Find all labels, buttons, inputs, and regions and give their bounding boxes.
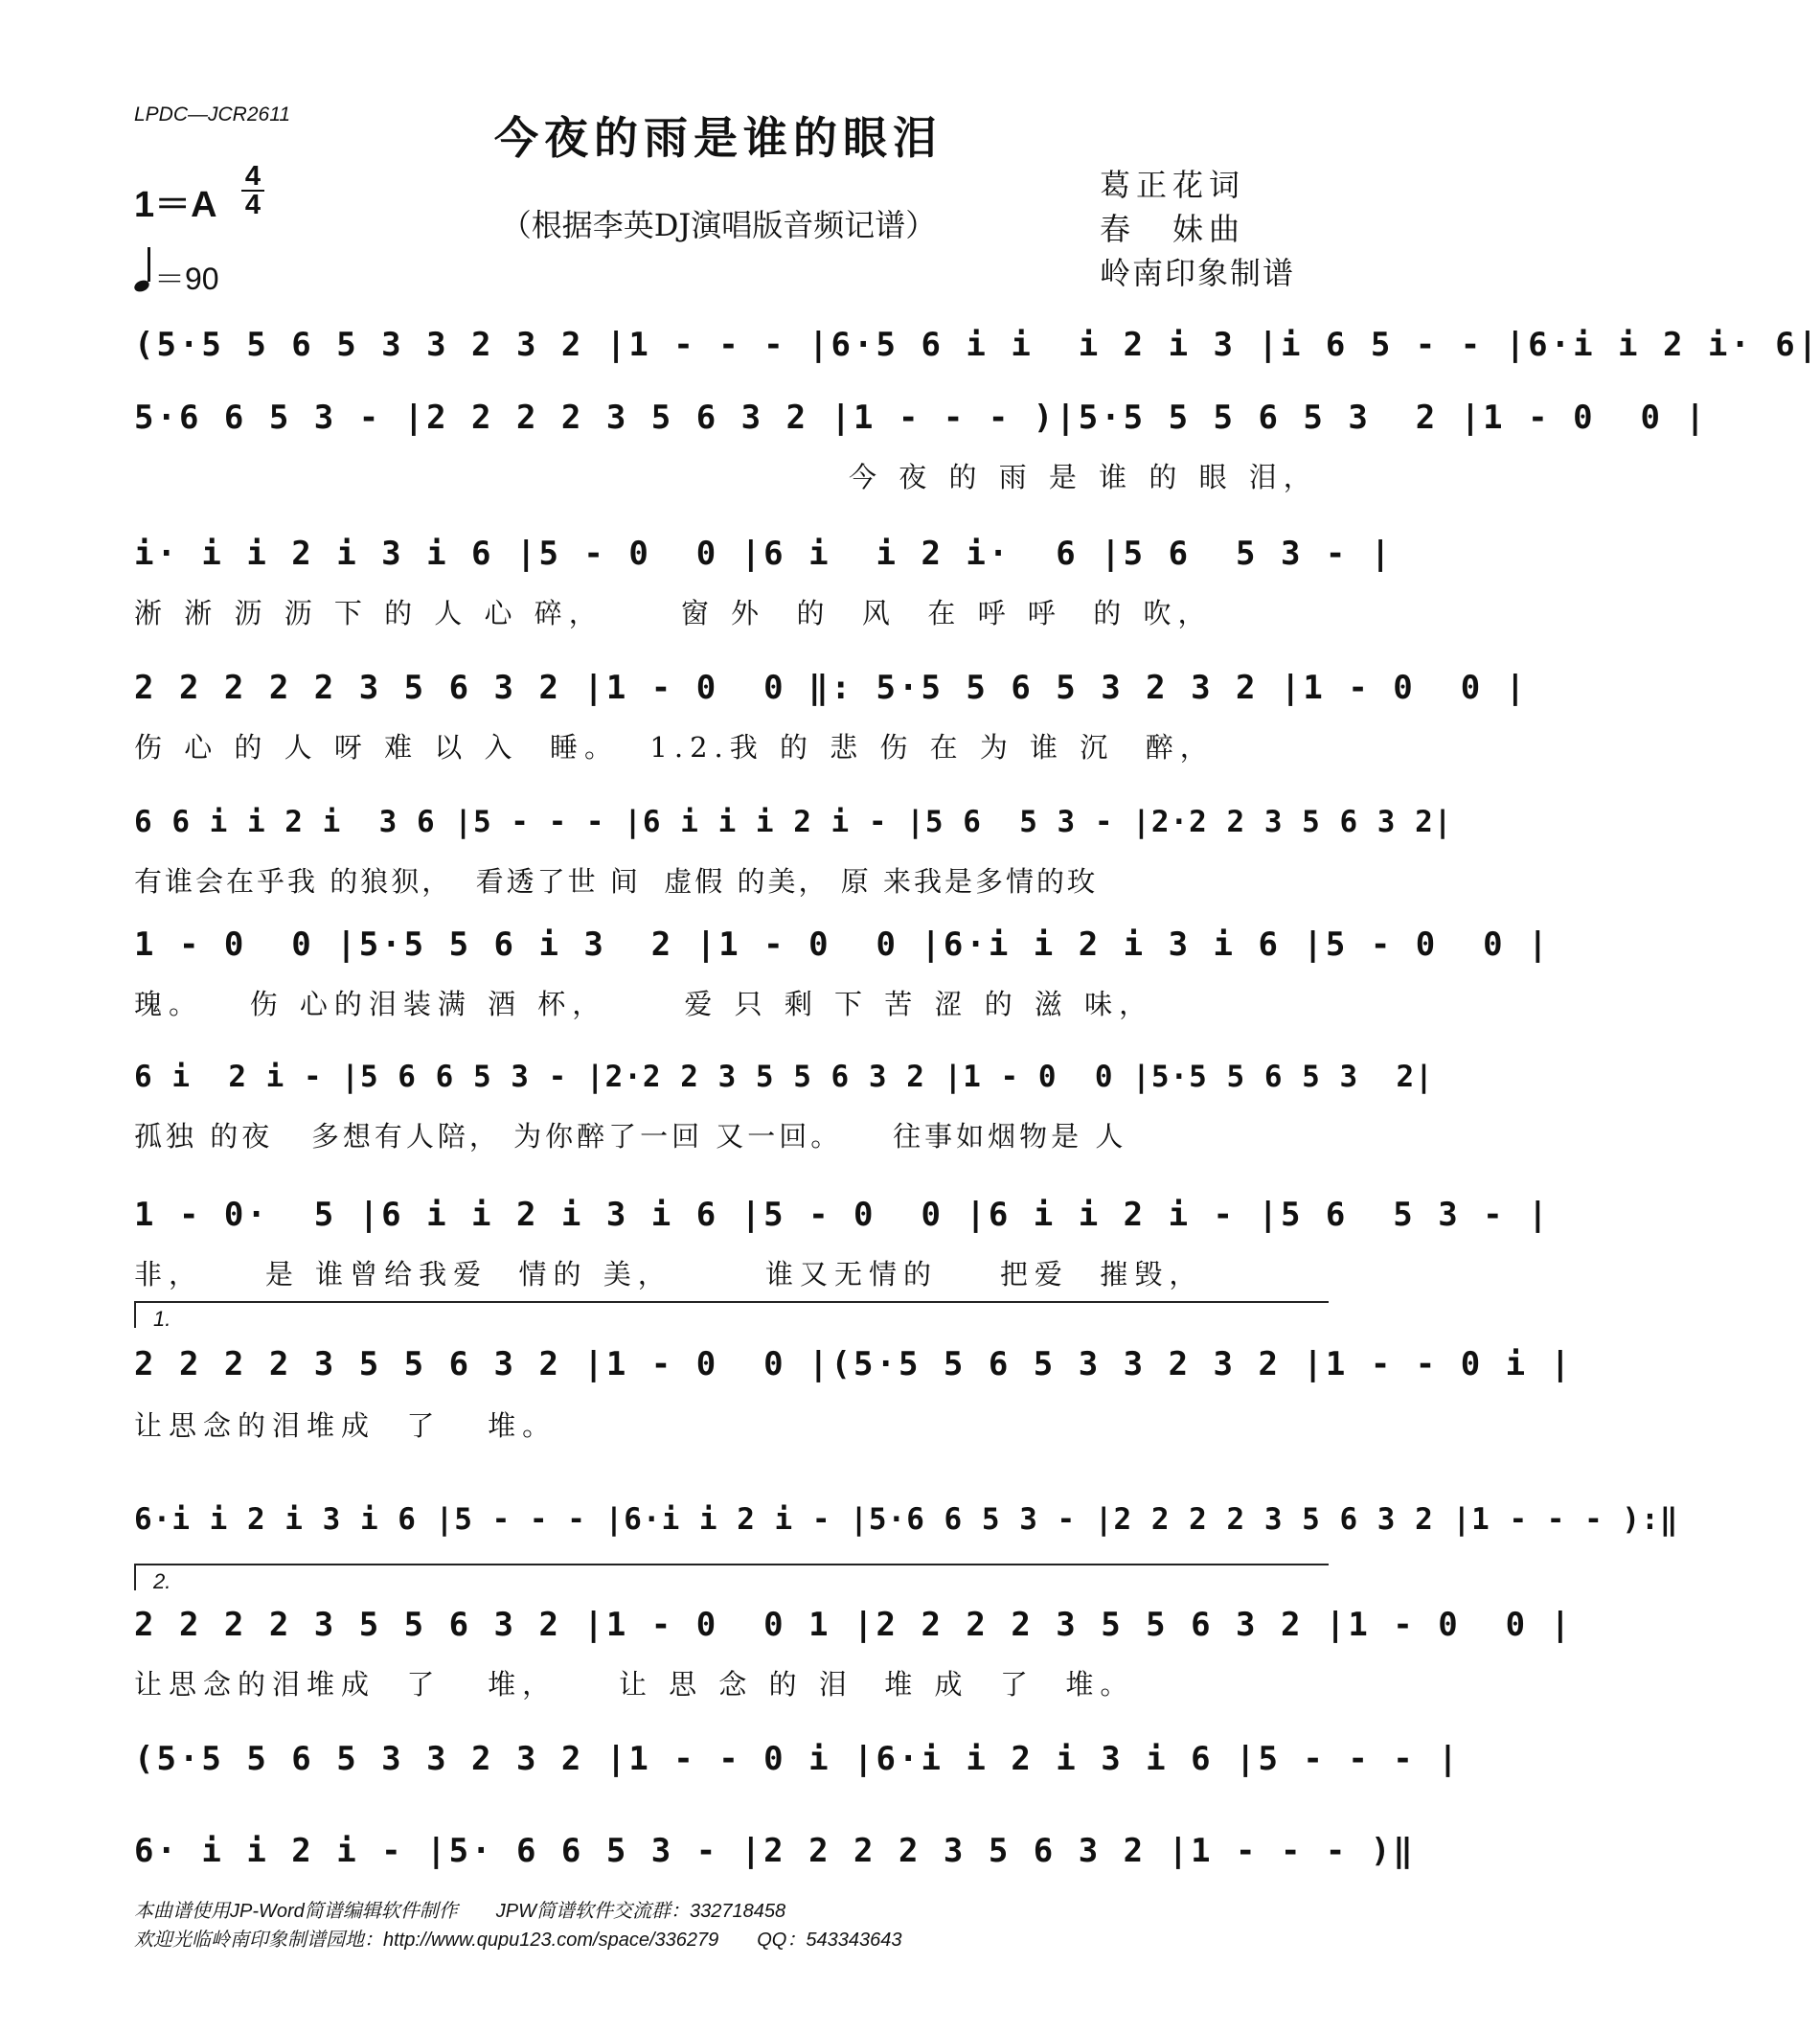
score-line-7: 6 i 2 i - |5 6 6 5 3 - |2·2 2 3 5 5 6 3 2 |1 - 0 0 |5·5 5 6 5 3 2| — [134, 1060, 1434, 1094]
score-line-5: 6 6 i i 2 i 3 6 |5 - - - |6 i i i 2 i - |5 6 5 3 - |2·2 2 3 5 6 3 2| — [134, 805, 1453, 839]
lyric-line-7: 孤独 的夜 多想有人陪， 为你醉了一回 又一回。 往事如烟物是 人 — [134, 1120, 1127, 1153]
score-line-8: 1 - 0· 5 |6 i i 2 i 3 i 6 |5 - 0 0 |6 i i 2 i - |5 6 5 3 - | — [134, 1196, 1551, 1234]
score-line-12: (5·5 5 6 5 3 3 2 3 2 |1 - - 0 i |6·i i 2 i 3 i 6 |5 - - - | — [134, 1740, 1461, 1778]
footer-line-1: 本曲谱使用JP-Word简谱编辑软件制作 JPW简谱软件交流群：332718458 — [134, 1901, 786, 1922]
key-signature: 1＝A — [134, 185, 217, 225]
score-line-10: 6·i i 2 i 3 i 6 |5 - - - |6·i i 2 i - |5·6 6 5 3 - |2 2 2 2 3 5 6 3 2 |1 - - - ):‖ — [134, 1502, 1679, 1537]
first-ending-label: 1. — [153, 1307, 171, 1331]
lyric-line-4: 伤 心 的 人 呀 难 以 入 睡。 1.2.我 的 悲 伤 在 为 谁 沉 醉， — [134, 731, 1215, 764]
second-ending-bracket — [134, 1564, 1329, 1593]
score-line-1: (5·5 5 6 5 3 3 2 3 2 |1 - - - |6·5 6 i i i 2 i 3 |i 6 5 - - |6·i i 2 i· 6| — [134, 326, 1820, 364]
lyric-line-2: 今 夜 的 雨 是 谁 的 眼 泪， — [134, 461, 1318, 493]
score-line-3: i· i i 2 i 3 i 6 |5 - 0 0 |6 i i 2 i· 6 |5 6 5 3 - | — [134, 535, 1394, 573]
score-code: LPDC—JCR2611 — [134, 103, 291, 126]
song-subtitle: （根据李英DJ演唱版音频记谱） — [500, 207, 937, 243]
tempo-value: ＝90 — [154, 262, 219, 296]
lyric-line-3: 淅 淅 沥 沥 下 的 人 心 碎， 窗 外 的 风 在 呼 呼 的 吹， — [134, 597, 1213, 629]
score-line-4: 2 2 2 2 2 3 5 6 3 2 |1 - 0 0 ‖: 5·5 5 6 5 3 2 3 2 |1 - 0 0 | — [134, 669, 1529, 707]
lyric-line-11: 让思念的泪堆成 了 堆， 让 思 念 的 泪 堆 成 了 堆。 — [134, 1668, 1135, 1701]
lyricist-credit: 葛正花词 — [1100, 167, 1246, 203]
song-title: 今夜的雨是谁的眼泪 — [494, 112, 943, 164]
quarter-note-stem — [148, 247, 150, 282]
time-signature — [241, 163, 264, 218]
second-ending-label: 2. — [153, 1569, 171, 1593]
time-signature-bottom: 4 — [244, 190, 262, 220]
first-ending-bracket — [134, 1301, 1329, 1331]
score-line-9: 2 2 2 2 3 5 5 6 3 2 |1 - 0 0 |(5·5 5 6 5 3 3 2 3 2 |1 - - 0 i | — [134, 1345, 1574, 1383]
footer-line-2: 欢迎光临岭南印象制谱园地：http://www.qupu123.com/space/336279 QQ：543343643 — [134, 1930, 902, 1951]
score-line-2: 5·6 6 5 3 - |2 2 2 2 3 5 6 3 2 |1 - - - )|5·5 5 5 6 5 3 2 |1 - 0 0 | — [134, 399, 1708, 437]
score-line-13: 6· i i 2 i - |5· 6 6 5 3 - |2 2 2 2 3 5 6 3 2 |1 - - - )‖ — [134, 1832, 1416, 1870]
score-line-6: 1 - 0 0 |5·5 5 6 i 3 2 |1 - 0 0 |6·i i 2 i 3 i 6 |5 - 0 0 | — [134, 925, 1551, 964]
lyric-line-6: 瑰。 伤 心的泪装满 酒 杯， 爱 只 剩 下 苦 涩 的 滋 味， — [134, 988, 1154, 1020]
time-signature-top: 4 — [244, 161, 262, 192]
lyric-line-9: 让思念的泪堆成 了 堆。 — [134, 1409, 557, 1442]
lyric-line-8: 非， 是 谁曾给我爱 情的 美， 谁又无情的 把爱 摧毁， — [134, 1258, 1204, 1291]
tempo-marking — [134, 255, 219, 299]
score-line-11: 2 2 2 2 3 5 5 6 3 2 |1 - 0 0 1 |2 2 2 2 3 5 5 6 3 2 |1 - 0 0 | — [134, 1606, 1574, 1644]
lyric-line-5: 有谁会在乎我 的狼狈， 看透了世 间 虚假 的美， 原 来我是多情的玫 — [134, 865, 1098, 898]
arranger-credit: 岭南印象制谱 — [1100, 255, 1296, 291]
composer-credit: 春 妹曲 — [1100, 211, 1246, 247]
